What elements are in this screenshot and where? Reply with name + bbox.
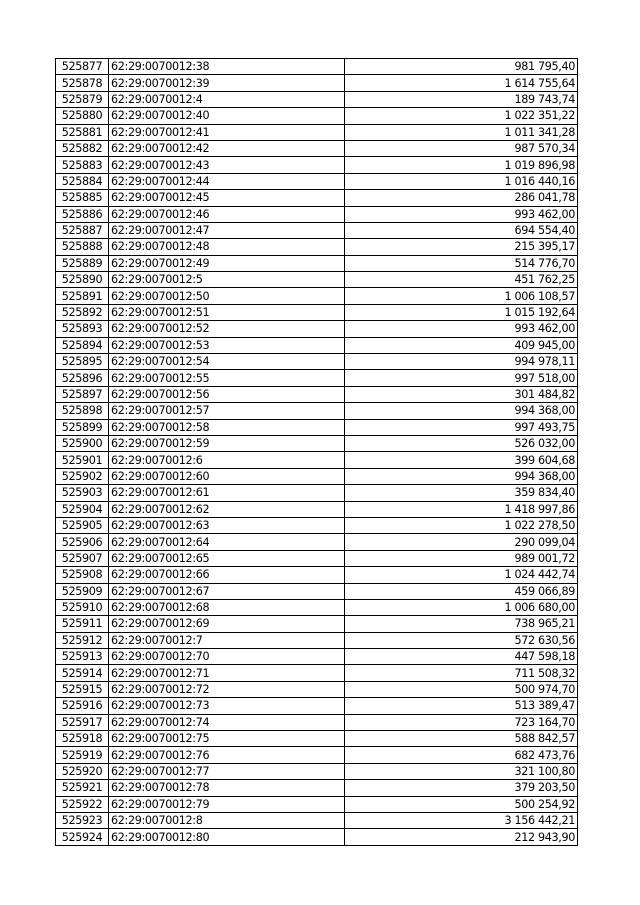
table-row <box>56 534 578 550</box>
cadastral-number-cell: 62:29:0070012:80 <box>109 829 345 845</box>
table-row <box>56 403 578 419</box>
row-number-cell: 525917 <box>56 714 109 730</box>
table-row <box>56 354 578 370</box>
row-number-cell: 525892 <box>56 304 109 320</box>
row-number-cell: 525894 <box>56 337 109 353</box>
table-row <box>56 108 578 124</box>
cadastral-value-cell: 682 473,76 <box>345 747 578 763</box>
cadastral-value-cell: 981 795,40 <box>345 59 578 75</box>
row-number-cell: 525880 <box>56 108 109 124</box>
cadastral-value-cell: 572 630,56 <box>345 632 578 648</box>
table-row <box>56 435 578 451</box>
cadastral-value-cell: 321 100,80 <box>345 763 578 779</box>
cadastral-number-cell: 62:29:0070012:73 <box>109 698 345 714</box>
cadastral-number-cell: 62:29:0070012:45 <box>109 190 345 206</box>
table-row <box>56 272 578 288</box>
row-number-cell: 525914 <box>56 665 109 681</box>
table-row <box>56 157 578 173</box>
cadastral-number-cell: 62:29:0070012:44 <box>109 173 345 189</box>
cadastral-number-cell: 62:29:0070012:6 <box>109 452 345 468</box>
table-row <box>56 124 578 140</box>
cadastral-number-cell: 62:29:0070012:71 <box>109 665 345 681</box>
table-row <box>56 337 578 353</box>
cadastral-number-cell: 62:29:0070012:64 <box>109 534 345 550</box>
cadastral-value-cell: 993 462,00 <box>345 206 578 222</box>
table-row <box>56 206 578 222</box>
row-number-cell: 525924 <box>56 829 109 845</box>
cadastral-value-cell: 1 015 192,64 <box>345 304 578 320</box>
cadastral-number-cell: 62:29:0070012:67 <box>109 583 345 599</box>
cadastral-number-cell: 62:29:0070012:55 <box>109 370 345 386</box>
cadastral-number-cell: 62:29:0070012:70 <box>109 649 345 665</box>
row-number-cell: 525897 <box>56 386 109 402</box>
cadastral-number-cell: 62:29:0070012:69 <box>109 616 345 632</box>
cadastral-value-cell: 1 006 680,00 <box>345 599 578 615</box>
cadastral-value-cell: 993 462,00 <box>345 321 578 337</box>
row-number-cell: 525887 <box>56 222 109 238</box>
table-row <box>56 75 578 91</box>
row-number-cell: 525912 <box>56 632 109 648</box>
cadastral-number-cell: 62:29:0070012:40 <box>109 108 345 124</box>
table-row <box>56 321 578 337</box>
cadastral-value-cell: 447 598,18 <box>345 649 578 665</box>
cadastral-number-cell: 62:29:0070012:74 <box>109 714 345 730</box>
cadastral-value-cell: 997 493,75 <box>345 419 578 435</box>
cadastral-value-cell: 399 604,68 <box>345 452 578 468</box>
table-row <box>56 517 578 533</box>
table-row <box>56 698 578 714</box>
table-row <box>56 222 578 238</box>
row-number-cell: 525903 <box>56 485 109 501</box>
cadastral-value-cell: 987 570,34 <box>345 140 578 156</box>
cadastral-number-cell: 62:29:0070012:75 <box>109 731 345 747</box>
cadastral-number-cell: 62:29:0070012:59 <box>109 435 345 451</box>
cadastral-number-cell: 62:29:0070012:49 <box>109 255 345 271</box>
row-number-cell: 525885 <box>56 190 109 206</box>
row-number-cell: 525889 <box>56 255 109 271</box>
cadastral-number-cell: 62:29:0070012:46 <box>109 206 345 222</box>
table-row <box>56 583 578 599</box>
row-number-cell: 525883 <box>56 157 109 173</box>
table-row <box>56 550 578 566</box>
cadastral-value-cell: 286 041,78 <box>345 190 578 206</box>
table-row <box>56 812 578 828</box>
table-row <box>56 501 578 517</box>
cadastral-number-cell: 62:29:0070012:52 <box>109 321 345 337</box>
table-row <box>56 190 578 206</box>
cadastral-value-cell: 723 164,70 <box>345 714 578 730</box>
row-number-cell: 525919 <box>56 747 109 763</box>
cadastral-number-cell: 62:29:0070012:78 <box>109 780 345 796</box>
row-number-cell: 525909 <box>56 583 109 599</box>
cadastral-value-cell: 3 156 442,21 <box>345 812 578 828</box>
cadastral-number-cell: 62:29:0070012:60 <box>109 468 345 484</box>
cadastral-number-cell: 62:29:0070012:56 <box>109 386 345 402</box>
cadastral-value-cell: 994 978,11 <box>345 354 578 370</box>
cadastral-value-cell: 588 842,57 <box>345 731 578 747</box>
row-number-cell: 525904 <box>56 501 109 517</box>
row-number-cell: 525879 <box>56 91 109 107</box>
cadastral-number-cell: 62:29:0070012:79 <box>109 796 345 812</box>
table-row <box>56 714 578 730</box>
row-number-cell: 525918 <box>56 731 109 747</box>
cadastral-number-cell: 62:29:0070012:66 <box>109 567 345 583</box>
row-number-cell: 525878 <box>56 75 109 91</box>
cadastral-value-cell: 1 418 997,86 <box>345 501 578 517</box>
cadastral-number-cell: 62:29:0070012:8 <box>109 812 345 828</box>
table-body <box>56 59 578 846</box>
cadastral-value-cell: 738 965,21 <box>345 616 578 632</box>
row-number-cell: 525886 <box>56 206 109 222</box>
table-row <box>56 452 578 468</box>
cadastral-value-cell: 212 943,90 <box>345 829 578 845</box>
row-number-cell: 525915 <box>56 681 109 697</box>
cadastral-value-cell: 711 508,32 <box>345 665 578 681</box>
cadastral-value-cell: 409 945,00 <box>345 337 578 353</box>
table-row <box>56 288 578 304</box>
row-number-cell: 525881 <box>56 124 109 140</box>
cadastral-number-cell: 62:29:0070012:61 <box>109 485 345 501</box>
table-row <box>56 616 578 632</box>
cadastral-value-cell: 1 614 755,64 <box>345 75 578 91</box>
row-number-cell: 525901 <box>56 452 109 468</box>
cadastral-value-cell: 500 974,70 <box>345 681 578 697</box>
cadastral-number-cell: 62:29:0070012:41 <box>109 124 345 140</box>
row-number-cell: 525893 <box>56 321 109 337</box>
table-row <box>56 665 578 681</box>
row-number-cell: 525921 <box>56 780 109 796</box>
cadastral-value-cell: 290 099,04 <box>345 534 578 550</box>
table-row <box>56 649 578 665</box>
row-number-cell: 525922 <box>56 796 109 812</box>
cadastral-value-cell: 359 834,40 <box>345 485 578 501</box>
cadastral-value-cell: 997 518,00 <box>345 370 578 386</box>
cadastral-number-cell: 62:29:0070012:72 <box>109 681 345 697</box>
cadastral-value-cell: 989 001,72 <box>345 550 578 566</box>
table-row <box>56 255 578 271</box>
row-number-cell: 525882 <box>56 140 109 156</box>
table-row <box>56 731 578 747</box>
row-number-cell: 525908 <box>56 567 109 583</box>
cadastral-number-cell: 62:29:0070012:53 <box>109 337 345 353</box>
cadastral-value-cell: 1 006 108,57 <box>345 288 578 304</box>
cadastral-number-cell: 62:29:0070012:42 <box>109 140 345 156</box>
row-number-cell: 525907 <box>56 550 109 566</box>
table-row <box>56 485 578 501</box>
row-number-cell: 525911 <box>56 616 109 632</box>
table-row <box>56 419 578 435</box>
table-row <box>56 370 578 386</box>
cadastral-number-cell: 62:29:0070012:48 <box>109 239 345 255</box>
table-row <box>56 599 578 615</box>
cadastral-number-cell: 62:29:0070012:51 <box>109 304 345 320</box>
table-row <box>56 796 578 812</box>
cadastral-number-cell: 62:29:0070012:5 <box>109 272 345 288</box>
row-number-cell: 525916 <box>56 698 109 714</box>
table-row <box>56 468 578 484</box>
table-row <box>56 780 578 796</box>
row-number-cell: 525898 <box>56 403 109 419</box>
cadastral-value-cell: 514 776,70 <box>345 255 578 271</box>
table-row <box>56 304 578 320</box>
row-number-cell: 525923 <box>56 812 109 828</box>
cadastral-value-cell: 513 389,47 <box>345 698 578 714</box>
cadastral-number-cell: 62:29:0070012:38 <box>109 59 345 75</box>
cadastral-number-cell: 62:29:0070012:39 <box>109 75 345 91</box>
row-number-cell: 525895 <box>56 354 109 370</box>
cadastral-value-cell: 215 395,17 <box>345 239 578 255</box>
row-number-cell: 525884 <box>56 173 109 189</box>
cadastral-value-cell: 379 203,50 <box>345 780 578 796</box>
cadastral-value-cell: 459 066,89 <box>345 583 578 599</box>
row-number-cell: 525888 <box>56 239 109 255</box>
cadastral-value-cell: 1 022 351,22 <box>345 108 578 124</box>
cadastral-value-cell: 994 368,00 <box>345 468 578 484</box>
table-row <box>56 91 578 107</box>
cadastral-number-cell: 62:29:0070012:47 <box>109 222 345 238</box>
table-row <box>56 681 578 697</box>
cadastral-number-cell: 62:29:0070012:77 <box>109 763 345 779</box>
cadastral-value-table <box>55 58 578 846</box>
row-number-cell: 525905 <box>56 517 109 533</box>
cadastral-value-cell: 1 016 440,16 <box>345 173 578 189</box>
table-row <box>56 763 578 779</box>
row-number-cell: 525900 <box>56 435 109 451</box>
cadastral-value-cell: 1 011 341,28 <box>345 124 578 140</box>
cadastral-number-cell: 62:29:0070012:58 <box>109 419 345 435</box>
cadastral-number-cell: 62:29:0070012:65 <box>109 550 345 566</box>
table-row <box>56 747 578 763</box>
cadastral-value-cell: 500 254,92 <box>345 796 578 812</box>
cadastral-value-cell: 451 762,25 <box>345 272 578 288</box>
cadastral-value-cell: 526 032,00 <box>345 435 578 451</box>
cadastral-value-cell: 189 743,74 <box>345 91 578 107</box>
cadastral-number-cell: 62:29:0070012:57 <box>109 403 345 419</box>
table-row <box>56 829 578 845</box>
cadastral-number-cell: 62:29:0070012:43 <box>109 157 345 173</box>
row-number-cell: 525890 <box>56 272 109 288</box>
row-number-cell: 525902 <box>56 468 109 484</box>
cadastral-value-cell: 1 024 442,74 <box>345 567 578 583</box>
table-row <box>56 239 578 255</box>
cadastral-number-cell: 62:29:0070012:7 <box>109 632 345 648</box>
cadastral-value-cell: 1 022 278,50 <box>345 517 578 533</box>
table-row <box>56 59 578 75</box>
cadastral-value-cell: 1 019 896,98 <box>345 157 578 173</box>
cadastral-number-cell: 62:29:0070012:68 <box>109 599 345 615</box>
row-number-cell: 525910 <box>56 599 109 615</box>
cadastral-value-cell: 694 554,40 <box>345 222 578 238</box>
row-number-cell: 525920 <box>56 763 109 779</box>
cadastral-value-cell: 994 368,00 <box>345 403 578 419</box>
row-number-cell: 525913 <box>56 649 109 665</box>
cadastral-number-cell: 62:29:0070012:54 <box>109 354 345 370</box>
cadastral-value-cell: 301 484,82 <box>345 386 578 402</box>
table-row <box>56 140 578 156</box>
row-number-cell: 525899 <box>56 419 109 435</box>
row-number-cell: 525877 <box>56 59 109 75</box>
cadastral-number-cell: 62:29:0070012:63 <box>109 517 345 533</box>
cadastral-number-cell: 62:29:0070012:50 <box>109 288 345 304</box>
table-row <box>56 567 578 583</box>
table-row <box>56 173 578 189</box>
row-number-cell: 525891 <box>56 288 109 304</box>
cadastral-number-cell: 62:29:0070012:4 <box>109 91 345 107</box>
row-number-cell: 525896 <box>56 370 109 386</box>
table-row <box>56 632 578 648</box>
cadastral-number-cell: 62:29:0070012:76 <box>109 747 345 763</box>
table-row <box>56 386 578 402</box>
cadastral-number-cell: 62:29:0070012:62 <box>109 501 345 517</box>
row-number-cell: 525906 <box>56 534 109 550</box>
